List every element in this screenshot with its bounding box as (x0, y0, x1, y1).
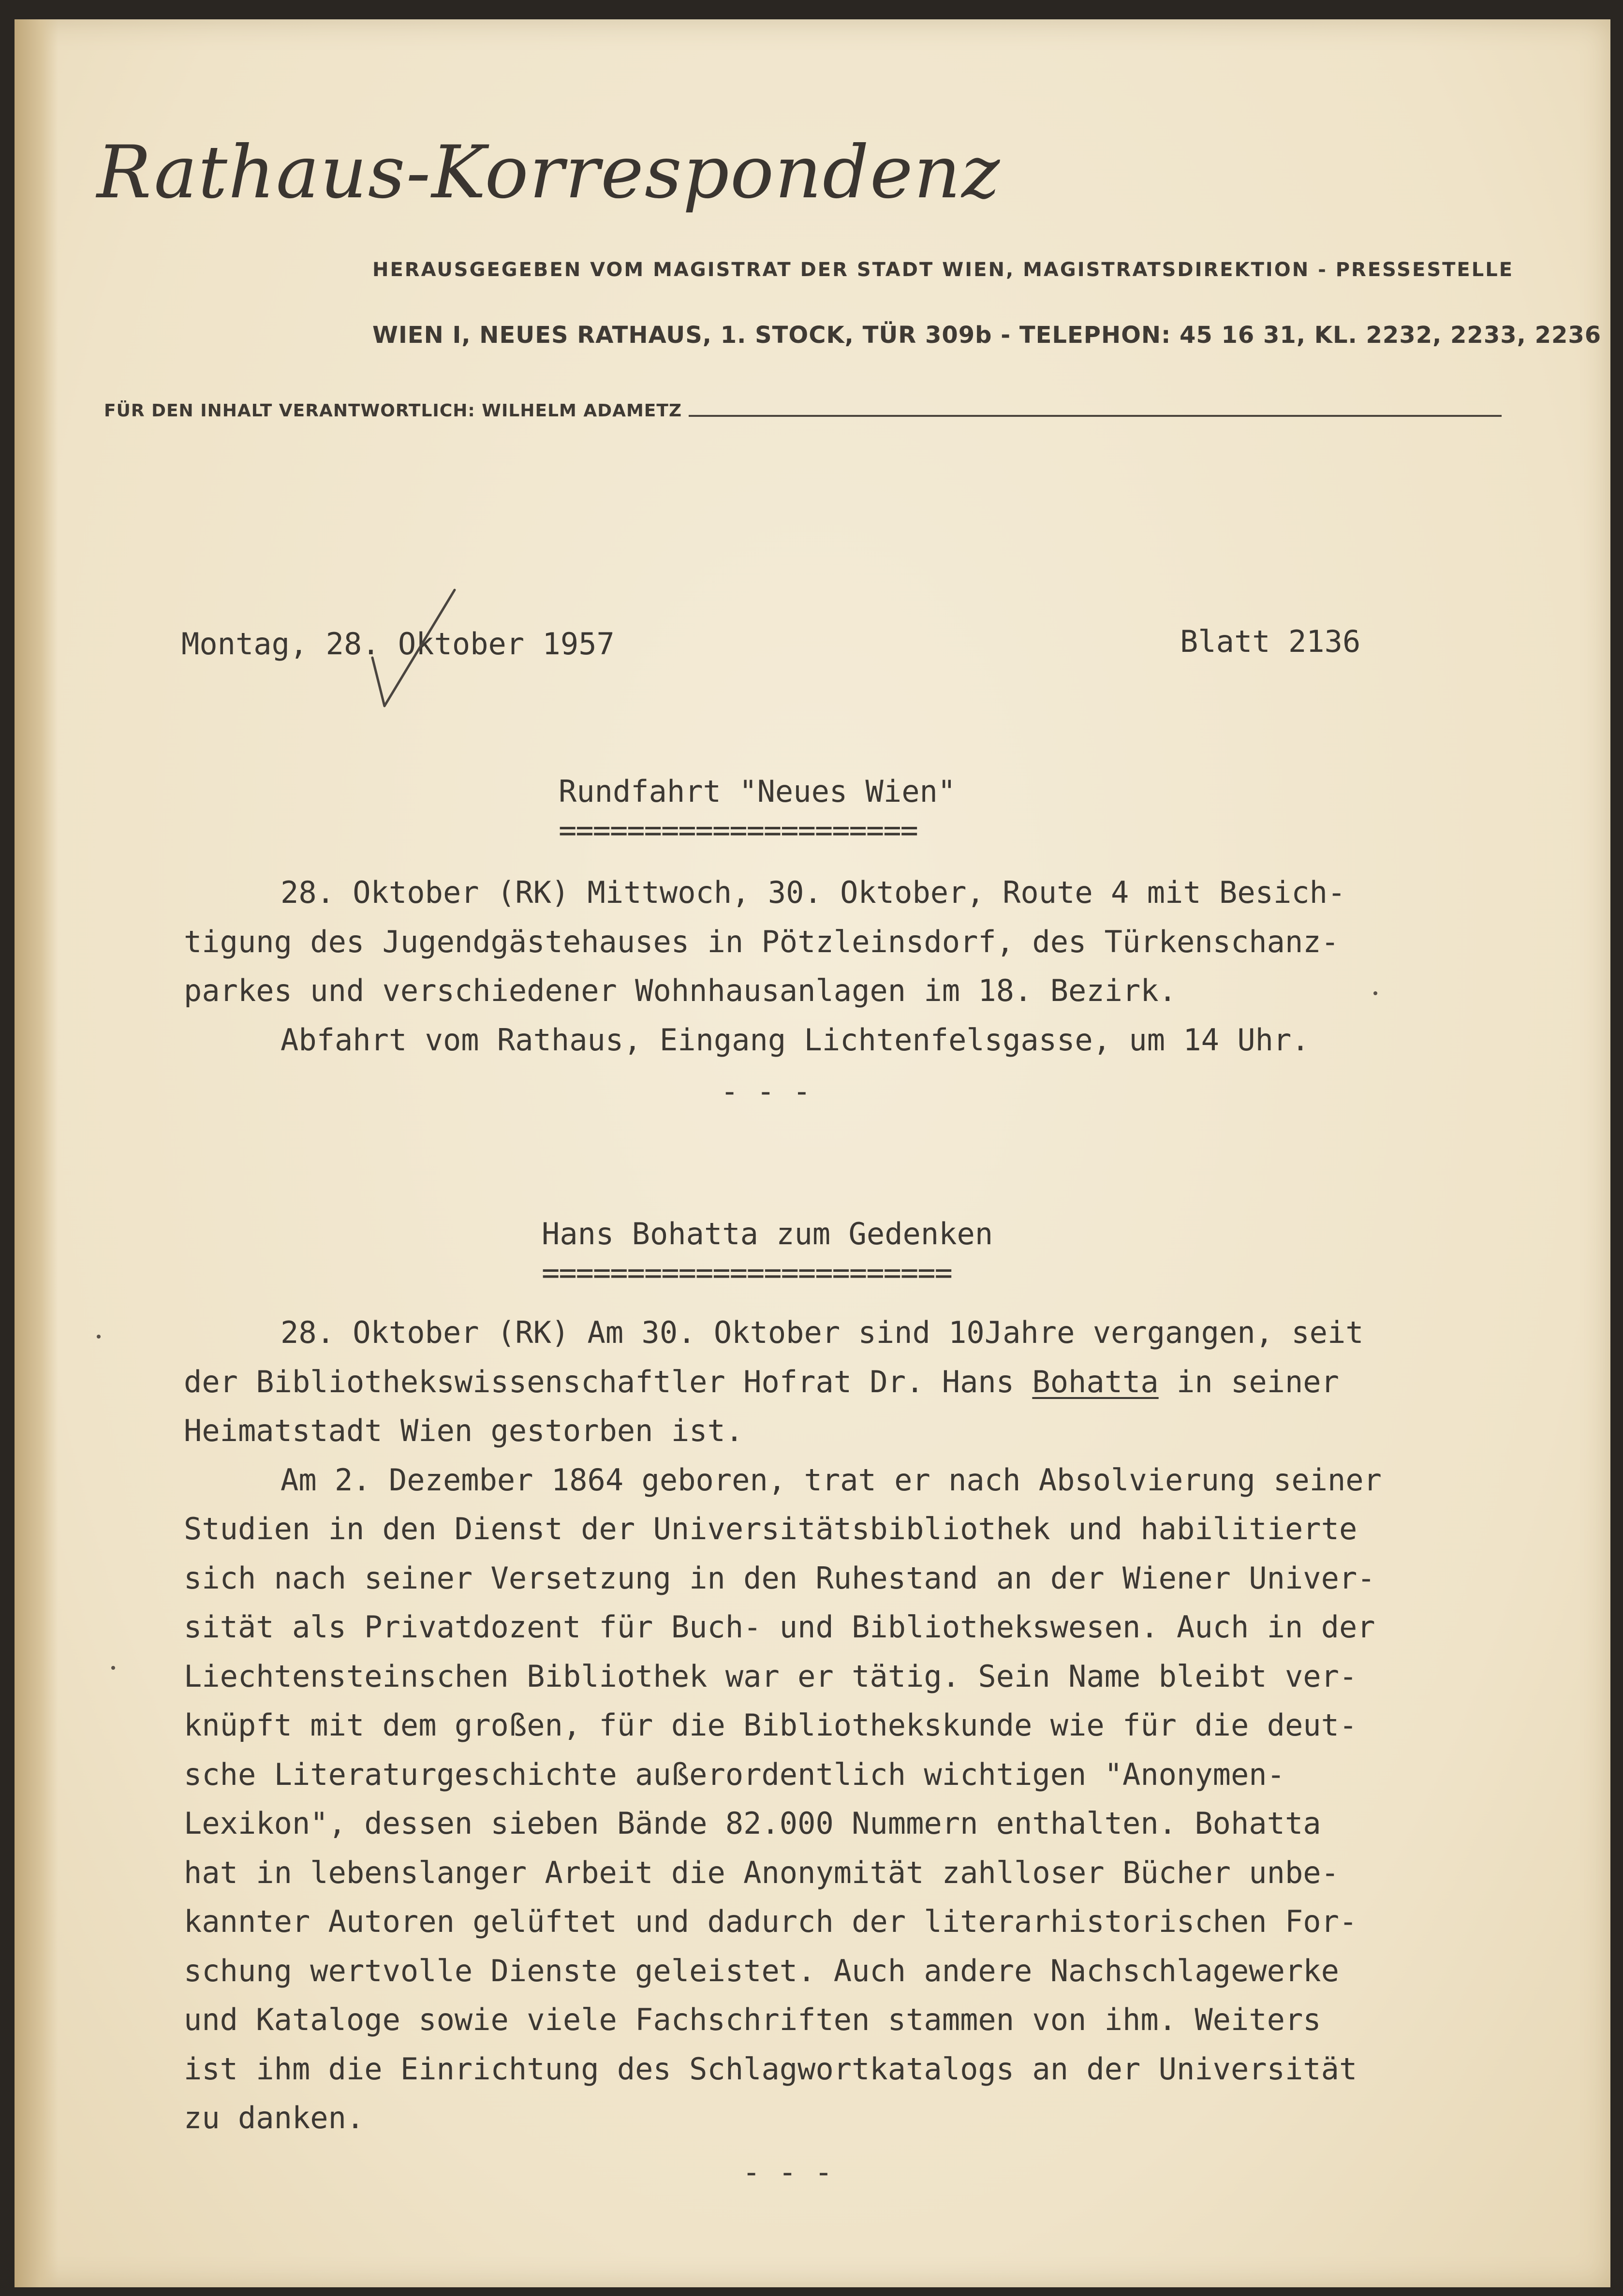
article-1-body (184, 868, 1519, 1064)
sheet-number: Blatt 2136 (1180, 624, 1361, 659)
paper-speck (97, 1335, 101, 1339)
text-line: parkes und verschiedener Wohnhausanlagen im 18. Bezirk. (184, 973, 1177, 1008)
article-2-separator: - - - (742, 2154, 833, 2190)
text-line: 28. Oktober (RK) Mittwoch, 30. Oktober, Route 4 mit Besich- (280, 875, 1346, 910)
text-line: sche Literaturgeschichte außerordentlich wichtigen "Anonymen- (184, 1756, 1285, 1792)
text-line: Liechtensteinschen Bibliothek war er tätig. Sein Name bleibt ver- (184, 1658, 1357, 1694)
article-1-separator: - - - (721, 1074, 811, 1109)
article-2-title-underline: ======================== (542, 1255, 952, 1290)
article-2-body (184, 1308, 1519, 2143)
book-spine-shadow (15, 19, 58, 2287)
text-line: schung wertvolle Dienste geleistet. Auch andere Nachschlagewerke (184, 1953, 1339, 1988)
text-line: Abfahrt vom Rathaus, Eingang Lichtenfelsgasse, um 14 Uhr. (280, 1022, 1310, 1058)
text-line: hat in lebenslanger Arbeit die Anonymität zahlloser Bücher unbe- (184, 1854, 1339, 1890)
text-line: 28. Oktober (RK) Am 30. Oktober sind 10Jahre vergangen, seit (280, 1315, 1364, 1350)
article-1-title: Rundfahrt "Neues Wien" (559, 774, 956, 809)
text-line: sich nach seiner Versetzung in den Ruhestand an der Wiener Univer- (184, 1560, 1375, 1596)
text-line: kannter Autoren gelüftet und dadurch der literarhistorischen For- (184, 1904, 1357, 1939)
pencil-checkmark-icon (363, 585, 464, 711)
text-line: zu danken. (184, 2100, 365, 2135)
text-line: Lexikon", dessen sieben Bände 82.000 Nummern enthalten. Bohatta (184, 1806, 1321, 1841)
issue-date: Montag, 28. Oktober 1957 (181, 626, 615, 662)
article-2-title: Hans Bohatta zum Gedenken (542, 1216, 993, 1251)
responsible-rule (689, 415, 1502, 417)
text-line: knüpft mit dem großen, für die Bibliothekskunde wie für die deut- (184, 1707, 1357, 1743)
responsible-label: FÜR DEN INHALT VERANTWORTLICH: WILHELM ADAMETZ (104, 401, 682, 421)
text-line: sität als Privatdozent für Buch- und Bibliothekswesen. Auch in der (184, 1609, 1375, 1645)
paper-speck (1373, 991, 1377, 995)
text-line: tigung des Jugendgästehauses in Pötzleinsdorf, des Türkenschanz- (184, 924, 1339, 959)
text-line: und Kataloge sowie viele Fachschriften stammen von ihm. Weiters (184, 2002, 1321, 2037)
text-line: Heimatstadt Wien gestorben ist. (184, 1413, 744, 1448)
responsible-row (104, 397, 1502, 421)
document-page (15, 19, 1610, 2287)
paper-speck (111, 1666, 115, 1670)
text-fragment: der Bibliothekswissenschaftler Hofrat Dr. Hans (184, 1364, 1033, 1399)
article-1-title-underline: ===================== (559, 812, 917, 848)
underlined-name: Bohatta (1032, 1364, 1159, 1399)
text-line (184, 1357, 1519, 1407)
text-line: Am 2. Dezember 1864 geboren, trat er nach Absolvierung seiner (280, 1462, 1382, 1498)
address-line: WIEN I, NEUES RATHAUS, 1. STOCK, TÜR 309b - TELEPHON: 45 16 31, KL. 2232, 2233, 2236 (372, 322, 1602, 349)
publisher-line: HERAUSGEGEBEN VOM MAGISTRAT DER STADT WIEN, MAGISTRATSDIREKTION - PRESSESTELLE (372, 259, 1514, 281)
text-line: Studien in den Dienst der Universitätsbibliothek und habilitierte (184, 1511, 1357, 1546)
text-line: ist ihm die Einrichtung des Schlagwortkatalogs an der Universität (184, 2051, 1357, 2087)
masthead-title: Rathaus-Korrespondenz (97, 131, 1001, 215)
text-fragment: in seiner (1158, 1364, 1339, 1399)
